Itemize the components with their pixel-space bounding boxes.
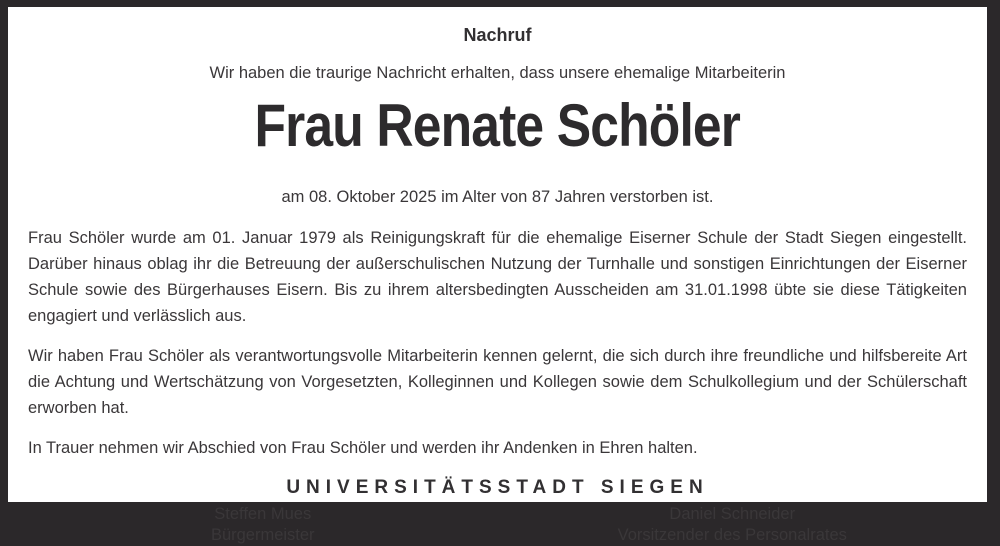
signatory-name: Steffen Mues [214, 505, 312, 523]
signatory-role: Vorsitzender des Personalrates [617, 526, 847, 544]
deceased-name-heading [28, 92, 967, 173]
signature-left [28, 504, 498, 546]
signature-block [28, 504, 967, 546]
obituary-paragraph-appreciation: Wir haben Frau Schöler als verantwortungsvolle Mitarbeiterin kennen gelernt, die sich durch ihre freundliche und hilfsbereite Art die Achtung und Wertschätzung von Vorgesetzten, Kolleginnen und Kollegen sowie dem Schulkollegium und der Schülerschaft erworben hat. [28, 347, 967, 417]
obituary-notice [8, 7, 987, 544]
obituary-paragraph-career: Frau Schöler wurde am 01. Januar 1979 als Reinigungskraft für die ehemalige Eiserner Schule der Stadt Siegen eingestellt. Darüber hinaus oblag ihr die Betreuung der außerschulischen Nutzung der Turnhalle und sonstigen Einrichtungen der Eiserner Schule sowie des Bürgerhauses Eisern. Bis zu ihrem altersbedingten Ausscheiden am 31.01.1998 übte sie diese Tätigkeiten engagiert und verlässlich aus. [28, 229, 967, 325]
obituary-paragraph-farewell: In Trauer nehmen wir Abschied von Frau Schöler und werden ihr Andenken in Ehren halten. [28, 439, 698, 457]
signatory-role: Bürgermeister [210, 526, 315, 544]
intro-text: Wir haben die traurige Nachricht erhalten, dass unsere ehemalige Mitarbeiterin [209, 64, 786, 82]
signature-right [498, 504, 968, 546]
notice-title: Nachruf [463, 25, 532, 45]
death-date-line: am 08. Oktober 2025 im Alter von 87 Jahren verstorben ist. [281, 188, 714, 206]
deceased-name-text: Frau Renate Schöler [254, 92, 741, 159]
signatory-name: Daniel Schneider [669, 505, 796, 523]
organization-name: UNIVERSITÄTSSTADT SIEGEN [286, 477, 709, 498]
